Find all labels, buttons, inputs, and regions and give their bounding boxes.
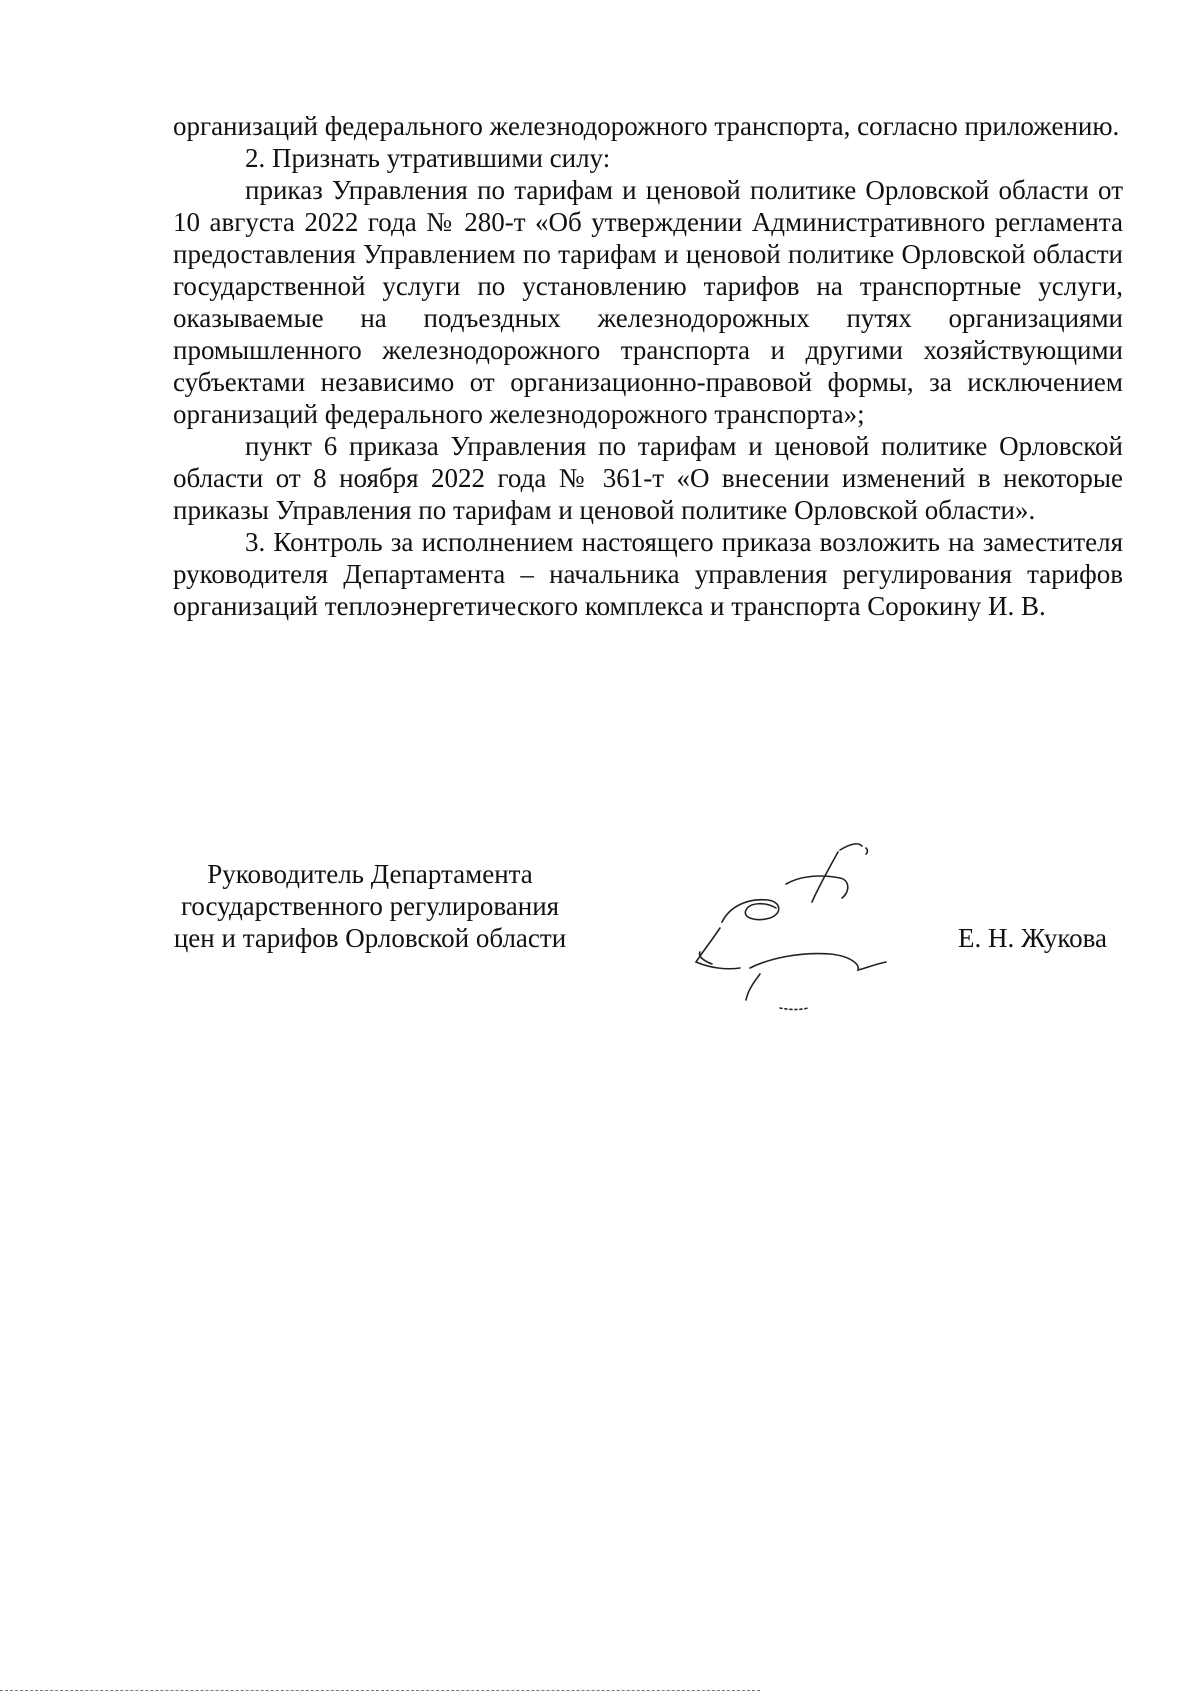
paragraph-continuation: организаций федерального железнодорожного транспорта, согласно приложению. — [173, 111, 1120, 141]
signatory-position-line: государственного регулирования — [180, 891, 560, 921]
paragraph-repealed-order-361: пункт 6 приказа Управления по тарифам и ценовой политике Орловской области от 8 ноября 2022 года № 361-т «О внесении изменений в некоторые приказы Управления по тарифам и ценовой политике Орловской области». — [173, 431, 1123, 525]
paragraph-repealed-order-280: приказ Управления по тарифам и ценовой политике Орловской области от 10 августа 2022 года № 280-т «Об утверждении Административного регламента предоставления Управлением по тарифам и ценовой политике Орловской области государственной услуги по установлению тарифов на транспортные услуги, оказываемые на подъездных железнодорожных путях организациями промышленного железнодорожного транспорта и другими хозяйствующими субъектами независимо от организационно-правовой формы, за исключением организаций федерального железнодорожного транспорта»; — [173, 175, 1123, 429]
paragraph-item-2: 2. Признать утратившими силу: — [245, 143, 611, 173]
signatory-name: Е. Н. Жукова — [958, 923, 1107, 953]
handwritten-signature — [690, 840, 960, 1020]
paragraph-item-3: 3. Контроль за исполнением настоящего приказа возложить на заместителя руководителя Департамента – начальника управления регулирования тарифов организаций теплоэнергетического комплекса и транспорта Сорокину И. В. — [173, 527, 1123, 621]
signatory-position — [150, 858, 590, 954]
document-body — [173, 110, 1123, 622]
signatory-position-line: Руководитель Департамента — [207, 859, 533, 889]
bottom-edge-line — [0, 1690, 760, 1691]
signatory-position-line: цен и тарифов Орловской области — [173, 923, 567, 953]
